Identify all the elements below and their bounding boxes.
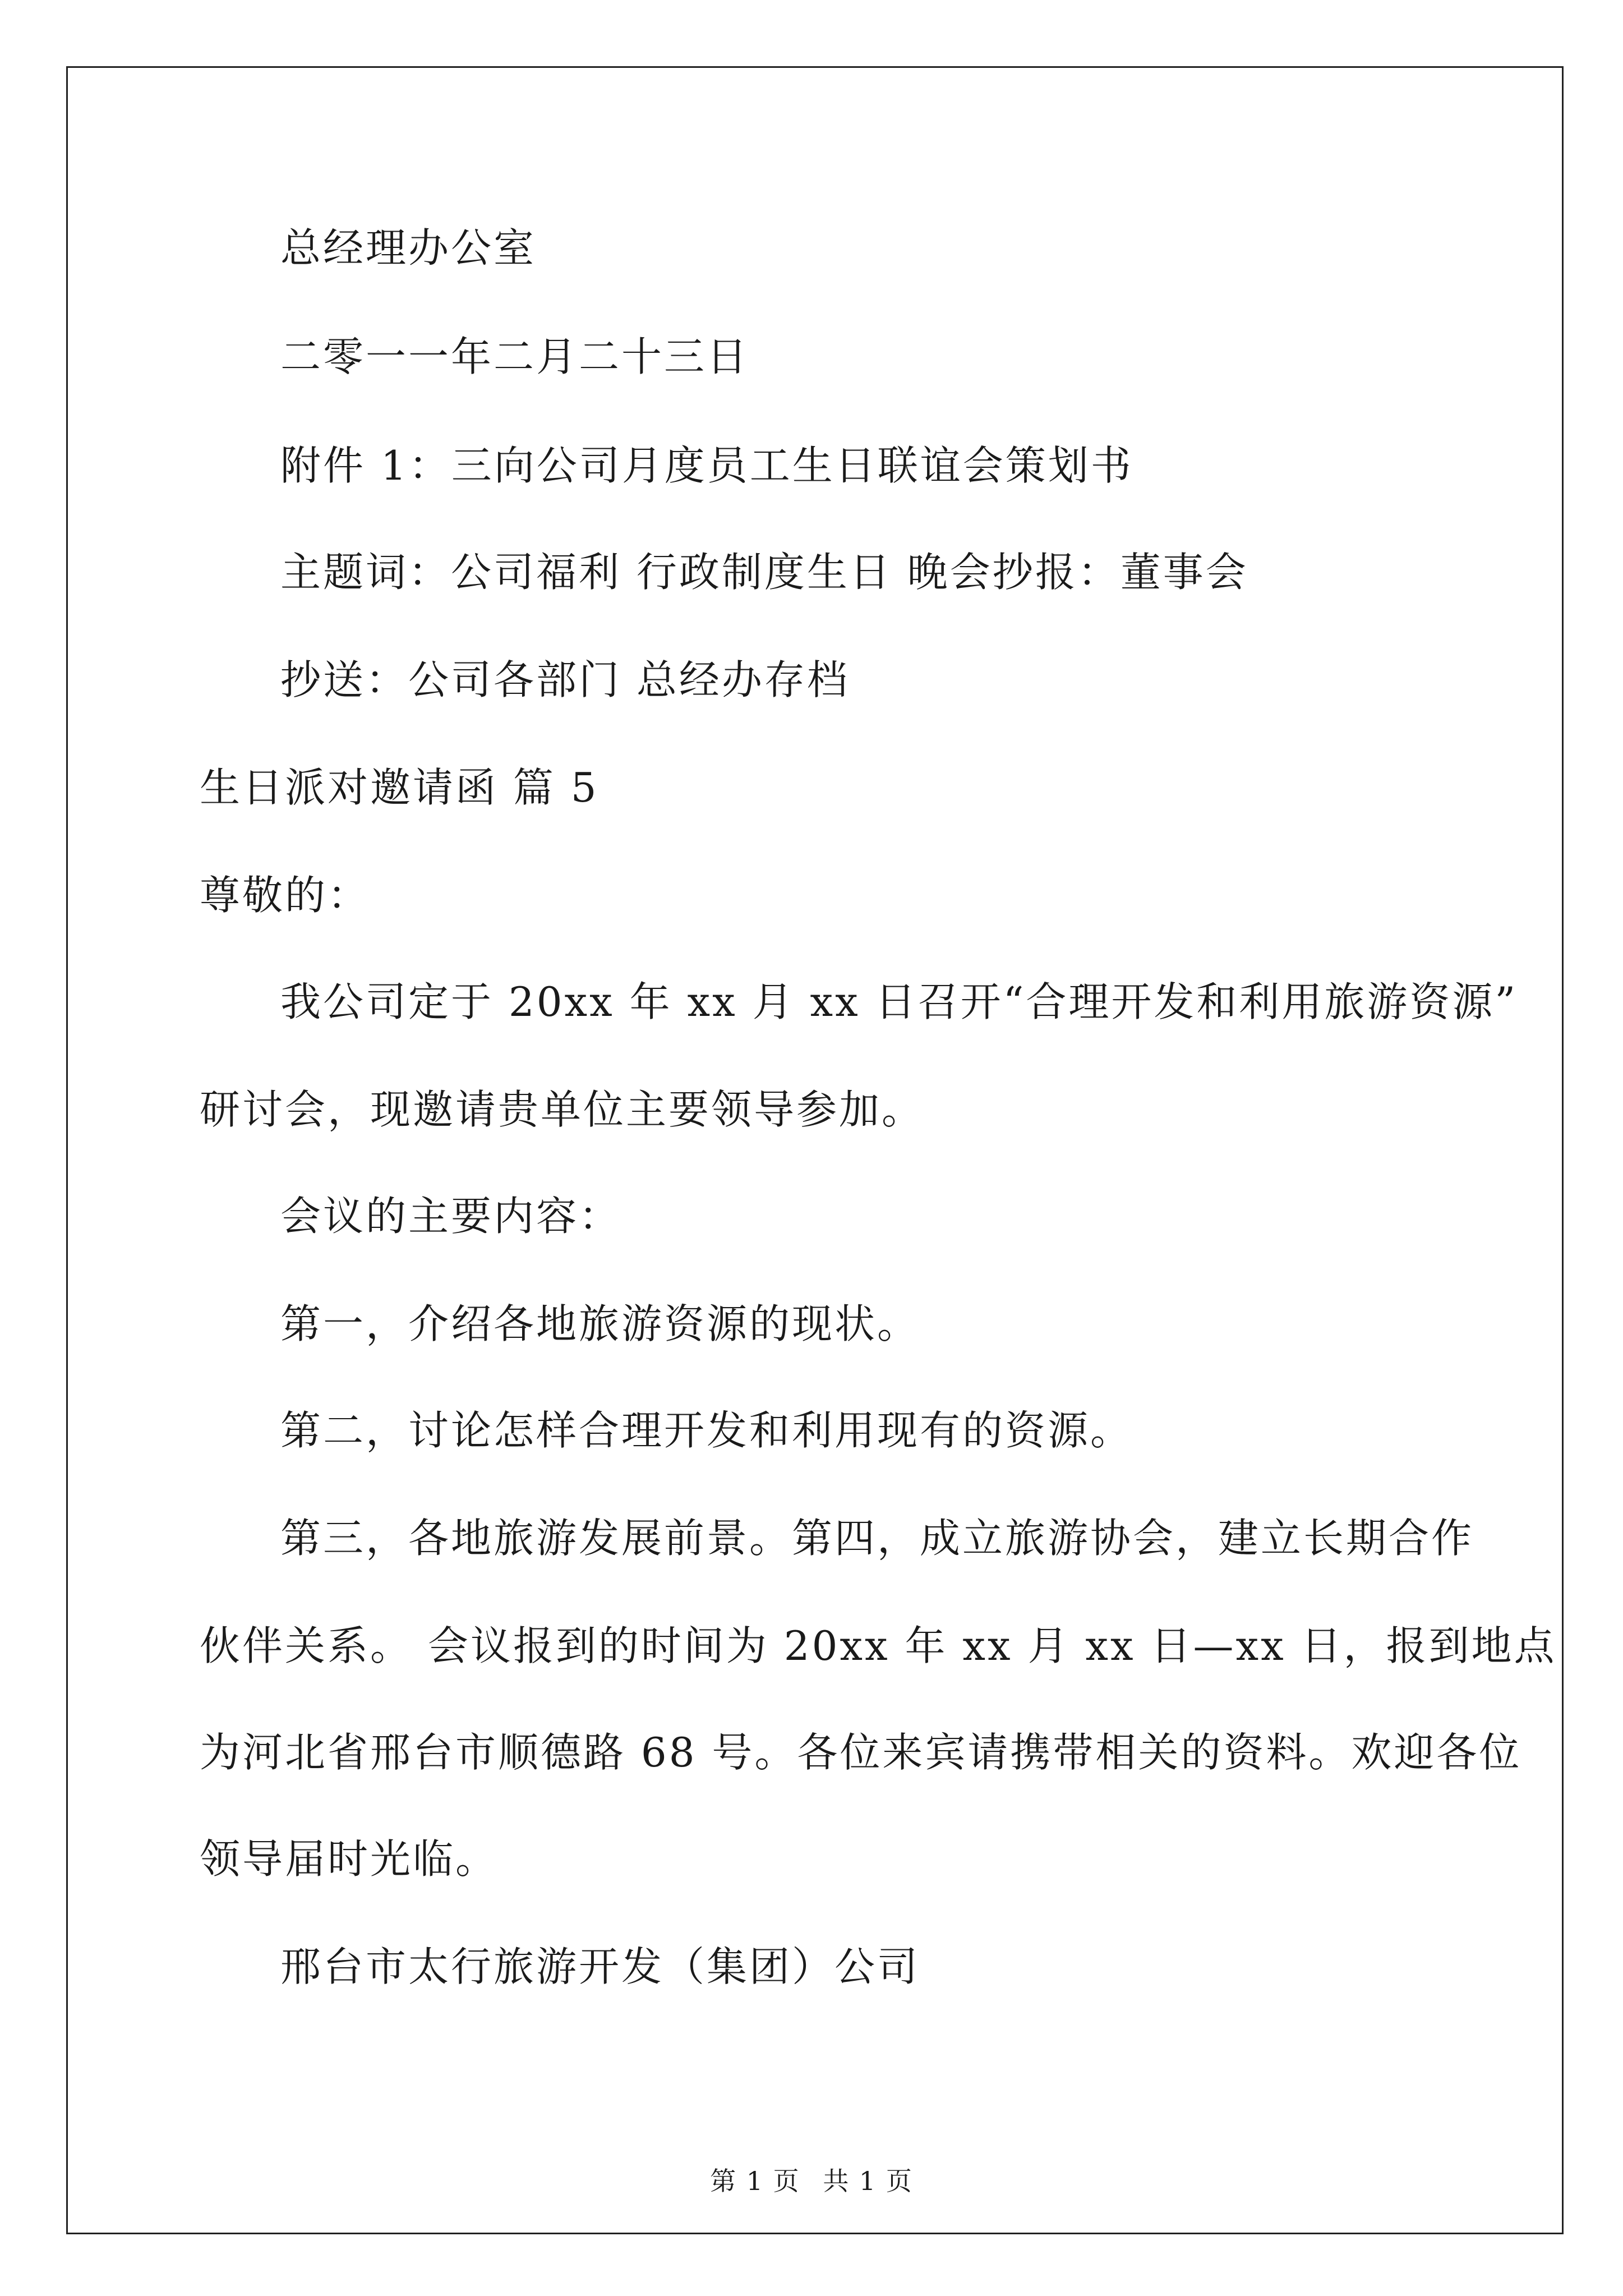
agenda-item-3b: 伙伴关系。 会议报到的时间为 20xx 年 xx 月 xx 日—xx 日，报到地点 xyxy=(200,1622,1557,1669)
attachment-line: 附件 1：三向公司月度员工生日联谊会策划书 xyxy=(280,442,1133,489)
body-paragraph-1a: 我公司定于 20xx 年 xx 月 xx 日召开“合理开发和利用旅游资源” xyxy=(280,978,1518,1025)
agenda-item-3c: 为河北省邢台市顺德路 68 号。各位来宾请携带相关的资料。欢迎各位 xyxy=(200,1729,1522,1776)
sender-date: 二零一一年二月二十三日 xyxy=(280,333,750,380)
cc-line: 抄送：公司各部门 总经办存档 xyxy=(280,656,850,703)
agenda-item-2: 第二，讨论怎样合理开发和利用现有的资源。 xyxy=(280,1407,1133,1454)
body-paragraph-1b: 研讨会，现邀请贵单位主要领导参加。 xyxy=(200,1086,925,1133)
signature-company: 邢台市太行旅游开发（集团）公司 xyxy=(280,1943,920,1990)
page-border xyxy=(66,66,1564,2234)
page-number-total: 共 1 页 xyxy=(823,2166,913,2196)
agenda-heading: 会议的主要内容： xyxy=(280,1193,622,1240)
agenda-item-1: 第一，介绍各地旅游资源的现状。 xyxy=(280,1300,920,1347)
salutation: 尊敬的： xyxy=(200,872,371,919)
page-footer xyxy=(0,2164,1623,2198)
agenda-item-3a: 第三，各地旅游发展前景。第四，成立旅游协会，建立长期合作 xyxy=(280,1515,1474,1562)
sender-office: 总经理办公室 xyxy=(280,224,537,272)
section-heading: 生日派对邀请函 篇 5 xyxy=(200,764,599,811)
page-number-current: 第 1 页 xyxy=(710,2166,800,2196)
agenda-item-3d: 领导届时光临。 xyxy=(200,1835,499,1883)
keywords-line: 主题词：公司福利 行政制度生日 晚会抄报：董事会 xyxy=(280,549,1248,596)
